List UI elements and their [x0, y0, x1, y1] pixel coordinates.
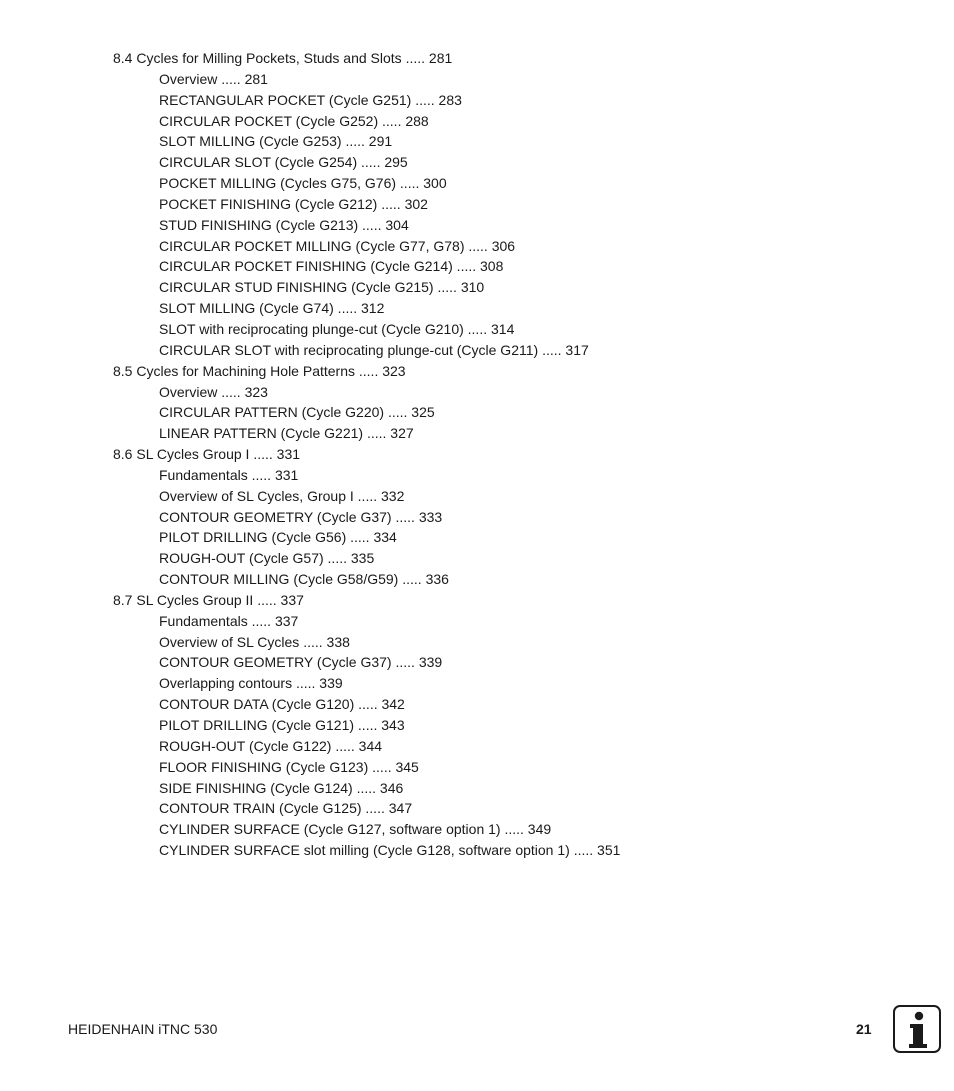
toc-entry: Overlapping contours ..... 339	[159, 675, 343, 692]
toc-entry: CIRCULAR POCKET MILLING (Cycle G77, G78) ..... 306	[159, 237, 516, 254]
toc-entry: Overview ..... 323	[159, 383, 268, 400]
table-of-contents	[113, 48, 913, 861]
toc-entry: POCKET MILLING (Cycles G75, G76) ..... 300	[159, 175, 447, 192]
toc-entry: Fundamentals ..... 331	[159, 466, 299, 483]
toc-entry: ROUGH-OUT (Cycle G122) ..... 344	[159, 737, 383, 754]
toc-entry: CONTOUR TRAIN (Cycle G125) ..... 347	[159, 800, 413, 817]
toc-entry: CIRCULAR SLOT (Cycle G254) ..... 295	[159, 154, 408, 171]
toc-entry: CYLINDER SURFACE (Cycle G127, software option 1) ..... 349	[159, 821, 552, 838]
footer-title: HEIDENHAIN iTNC 530	[68, 1021, 218, 1037]
toc-entry: RECTANGULAR POCKET (Cycle G251) ..... 283	[159, 91, 462, 108]
toc-entry: CIRCULAR STUD FINISHING (Cycle G215) ..... 310	[159, 279, 485, 296]
toc-entry: CONTOUR GEOMETRY (Cycle G37) ..... 333	[159, 508, 443, 525]
toc-entry: CIRCULAR POCKET FINISHING (Cycle G214) ..... 308	[159, 258, 504, 275]
toc-entry: SIDE FINISHING (Cycle G124) ..... 346	[159, 779, 404, 796]
toc-entry: CIRCULAR SLOT with reciprocating plunge-cut (Cycle G211) ..... 317	[159, 341, 589, 358]
toc-section-heading: 8.6 SL Cycles Group I ..... 331	[113, 446, 301, 463]
toc-entry: FLOOR FINISHING (Cycle G123) ..... 345	[159, 758, 419, 775]
toc-entry: CIRCULAR PATTERN (Cycle G220) ..... 325	[159, 404, 435, 421]
toc-entry: Fundamentals ..... 337	[159, 612, 299, 629]
toc-entry: CONTOUR MILLING (Cycle G58/G59) ..... 336	[159, 571, 449, 588]
toc-entry: SLOT with reciprocating plunge-cut (Cycle G210) ..... 314	[159, 320, 515, 337]
toc-entry: LINEAR PATTERN (Cycle G221) ..... 327	[159, 425, 414, 442]
toc-entry: SLOT MILLING (Cycle G253) ..... 291	[159, 133, 393, 150]
toc-entry: POCKET FINISHING (Cycle G212) ..... 302	[159, 195, 428, 212]
toc-section-heading: 8.5 Cycles for Machining Hole Patterns ..... 323	[113, 362, 406, 379]
toc-entry: PILOT DRILLING (Cycle G56) ..... 334	[159, 529, 397, 546]
toc-entry: Overview of SL Cycles ..... 338	[159, 633, 350, 650]
page-number: 21	[856, 1021, 872, 1037]
toc-entry: CONTOUR DATA (Cycle G120) ..... 342	[159, 696, 405, 713]
toc-section-heading: 8.4 Cycles for Milling Pockets, Studs and Slots ..... 281	[113, 50, 453, 66]
toc-entry: PILOT DRILLING (Cycle G121) ..... 343	[159, 717, 405, 733]
toc-entry: CIRCULAR POCKET (Cycle G252) ..... 288	[159, 112, 429, 129]
info-icon	[893, 1005, 941, 1053]
toc-entry: CYLINDER SURFACE slot milling (Cycle G128, software option 1) ..... 351	[159, 842, 621, 859]
toc-entry: STUD FINISHING (Cycle G213) ..... 304	[159, 216, 409, 233]
toc-entry: SLOT MILLING (Cycle G74) ..... 312	[159, 300, 385, 317]
toc-section-heading: 8.7 SL Cycles Group II ..... 337	[113, 591, 304, 608]
toc-entry: CONTOUR GEOMETRY (Cycle G37) ..... 339	[159, 654, 443, 671]
toc-entry: Overview ..... 281	[159, 70, 268, 87]
toc-entry: ROUGH-OUT (Cycle G57) ..... 335	[159, 550, 375, 567]
toc-entry: Overview of SL Cycles, Group I ..... 332	[159, 487, 405, 504]
